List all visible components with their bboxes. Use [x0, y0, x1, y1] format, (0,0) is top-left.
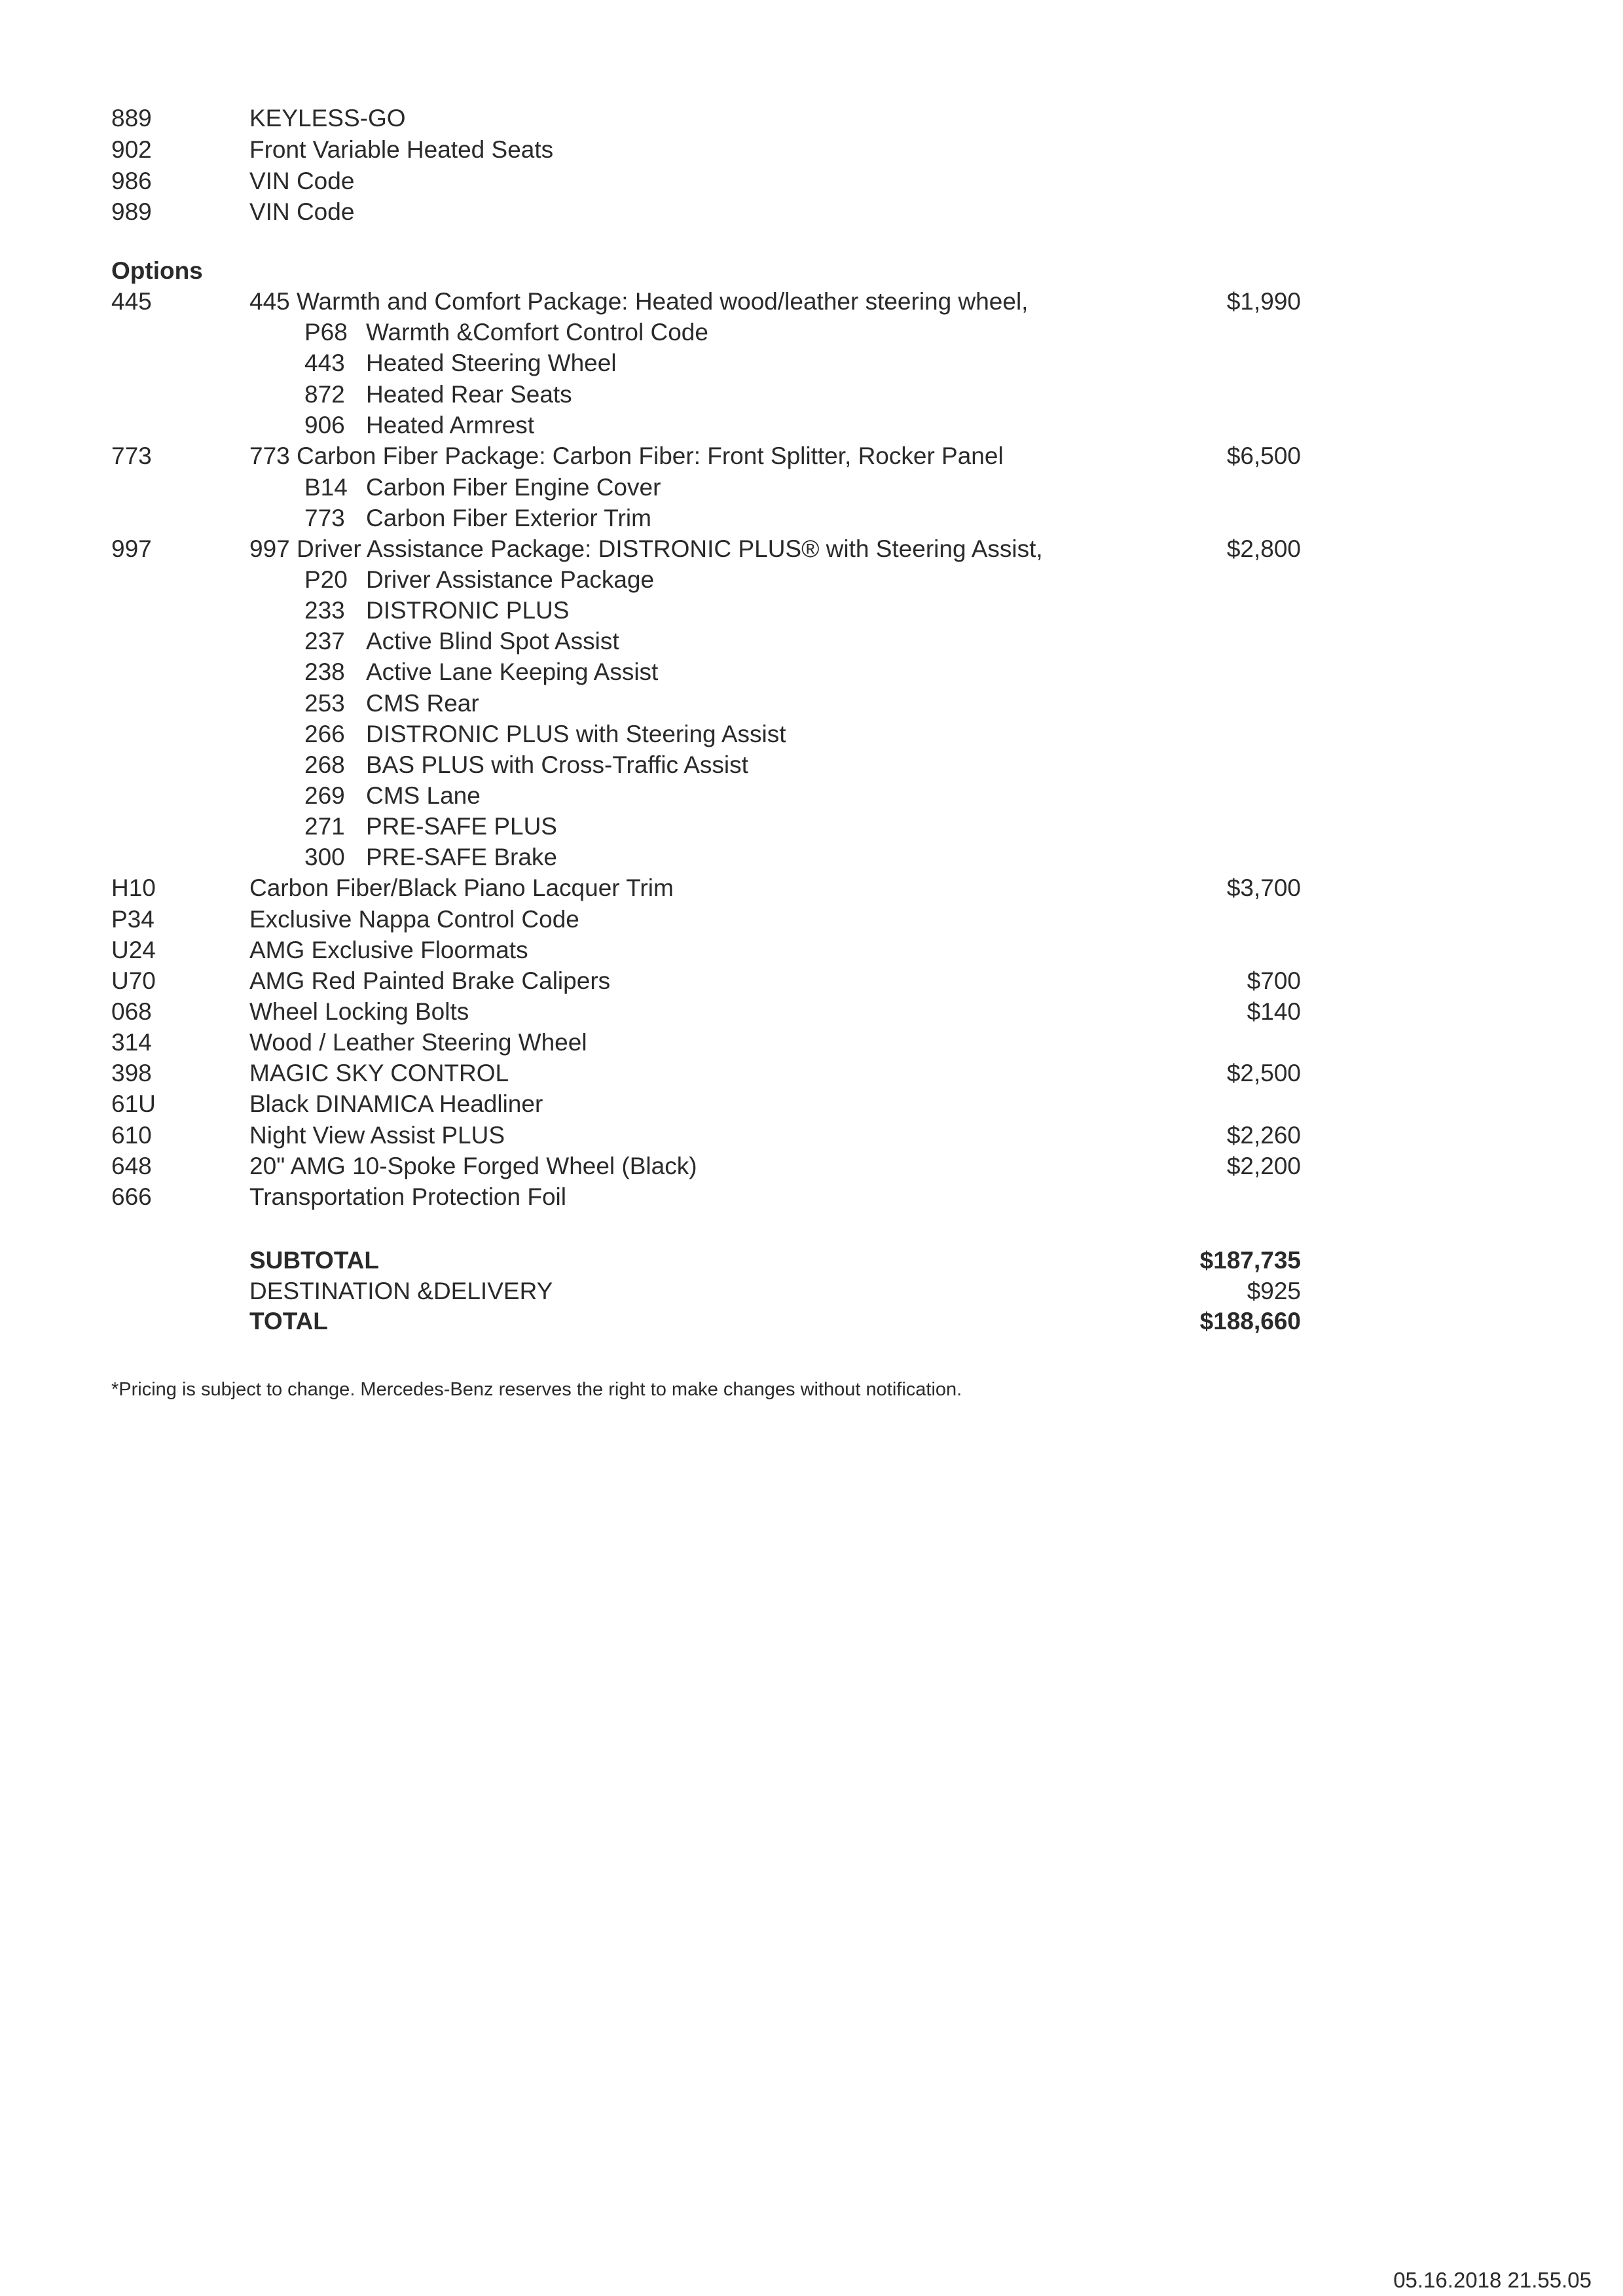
option-price: $1,990 — [1226, 288, 1301, 315]
subtotal-label: SUBTOTAL — [249, 1247, 380, 1274]
option-code: 902 — [111, 136, 152, 163]
option-description: 20" AMG 10-Spoke Forged Wheel (Black) — [249, 1153, 697, 1179]
option-description: Front Variable Heated Seats — [249, 136, 554, 163]
total-row — [0, 1305, 1623, 1338]
destination-row — [0, 1275, 1623, 1308]
option-description: 445 Warmth and Comfort Package: Heated wood/leather steering wheel, — [249, 288, 1029, 315]
destination-label: DESTINATION &DELIVERY — [249, 1278, 553, 1304]
package-subitem-row — [0, 378, 1623, 411]
subtotal-value: $187,735 — [1199, 1247, 1301, 1274]
option-code: 997 — [111, 535, 152, 562]
option-description: KEYLESS-GO — [249, 105, 406, 132]
option-row — [0, 903, 1623, 936]
option-code: 989 — [111, 198, 152, 225]
subitem-code: 300 — [304, 844, 345, 870]
total-label: TOTAL — [249, 1308, 328, 1335]
subitem-code: 443 — [304, 350, 345, 376]
option-row — [0, 285, 1623, 318]
subitem-description: Carbon Fiber Engine Cover — [366, 474, 661, 501]
option-description: VIN Code — [249, 198, 355, 225]
subitem-description: CMS Lane — [366, 782, 481, 809]
option-row — [0, 1057, 1623, 1090]
subitem-description: Driver Assistance Package — [366, 566, 655, 593]
package-subitem-row — [0, 687, 1623, 720]
option-price: $2,800 — [1226, 535, 1301, 562]
subitem-code: 268 — [304, 751, 345, 778]
subitem-code: 237 — [304, 628, 345, 655]
option-code: 773 — [111, 442, 152, 469]
options-heading-row — [0, 255, 1623, 287]
subitem-code: 271 — [304, 813, 345, 840]
option-price: $6,500 — [1226, 442, 1301, 469]
option-description: Night View Assist PLUS — [249, 1122, 505, 1149]
subitem-description: Heated Steering Wheel — [366, 350, 617, 376]
option-price: $700 — [1247, 967, 1301, 994]
option-code: H10 — [111, 874, 156, 901]
standard-item-row — [0, 196, 1623, 228]
option-code: 648 — [111, 1153, 152, 1179]
option-code: 610 — [111, 1122, 152, 1149]
subitem-description: DISTRONIC PLUS — [366, 597, 570, 624]
option-code: 61U — [111, 1090, 156, 1117]
options-heading: Options — [111, 257, 203, 284]
subitem-code: 253 — [304, 690, 345, 717]
subitem-code: 773 — [304, 505, 345, 531]
option-code: 986 — [111, 168, 152, 194]
option-description: Exclusive Nappa Control Code — [249, 906, 579, 933]
option-code: 068 — [111, 998, 152, 1025]
option-price: $3,700 — [1226, 874, 1301, 901]
subitem-code: 269 — [304, 782, 345, 809]
package-subitem-row — [0, 409, 1623, 442]
package-subitem-row — [0, 718, 1623, 751]
total-value: $188,660 — [1199, 1308, 1301, 1335]
package-subitem-row — [0, 316, 1623, 349]
package-subitem-row — [0, 625, 1623, 658]
standard-item-row — [0, 102, 1623, 135]
option-row — [0, 1150, 1623, 1183]
subitem-description: CMS Rear — [366, 690, 479, 717]
standard-item-row — [0, 134, 1623, 166]
option-code: U70 — [111, 967, 156, 994]
option-price: $140 — [1247, 998, 1301, 1025]
option-code: 666 — [111, 1183, 152, 1210]
destination-value: $925 — [1247, 1278, 1301, 1304]
option-code: 398 — [111, 1060, 152, 1086]
package-subitem-row — [0, 594, 1623, 627]
option-row — [0, 440, 1623, 473]
subtotal-row — [0, 1244, 1623, 1277]
option-description: 773 Carbon Fiber Package: Carbon Fiber: Front Splitter, Rocker Panel — [249, 442, 1004, 469]
print-timestamp: 05.16.2018 21.55.05 — [1393, 2268, 1592, 2292]
option-description: AMG Exclusive Floormats — [249, 937, 528, 963]
option-code: 889 — [111, 105, 152, 132]
option-row — [0, 1088, 1623, 1121]
option-row — [0, 533, 1623, 565]
subitem-code: 266 — [304, 721, 345, 747]
subitem-description: DISTRONIC PLUS with Steering Assist — [366, 721, 786, 747]
subitem-description: Heated Armrest — [366, 412, 535, 439]
option-description: MAGIC SKY CONTROL — [249, 1060, 509, 1086]
subitem-description: BAS PLUS with Cross-Traffic Assist — [366, 751, 748, 778]
option-description: Carbon Fiber/Black Piano Lacquer Trim — [249, 874, 674, 901]
package-subitem-row — [0, 347, 1623, 380]
option-description: 997 Driver Assistance Package: DISTRONIC PLUS® with Steering Assist, — [249, 535, 1043, 562]
subitem-description: Active Lane Keeping Assist — [366, 658, 659, 685]
option-price: $2,500 — [1226, 1060, 1301, 1086]
option-description: Black DINAMICA Headliner — [249, 1090, 543, 1117]
option-code: 314 — [111, 1029, 152, 1056]
subitem-description: PRE-SAFE PLUS — [366, 813, 557, 840]
option-price: $2,200 — [1226, 1153, 1301, 1179]
option-code: 445 — [111, 288, 152, 315]
option-description: Wood / Leather Steering Wheel — [249, 1029, 587, 1056]
option-row — [0, 1026, 1623, 1059]
option-row — [0, 1119, 1623, 1152]
option-description: Wheel Locking Bolts — [249, 998, 469, 1025]
package-subitem-row — [0, 502, 1623, 535]
subitem-code: 872 — [304, 381, 345, 408]
subitem-code: 238 — [304, 658, 345, 685]
package-subitem-row — [0, 780, 1623, 812]
subitem-description: PRE-SAFE Brake — [366, 844, 557, 870]
pricing-disclaimer: *Pricing is subject to change. Mercedes-Benz reserves the right to make changes without notification. — [111, 1379, 962, 1400]
option-code: U24 — [111, 937, 156, 963]
package-subitem-row — [0, 564, 1623, 596]
option-code: P34 — [111, 906, 155, 933]
subitem-code: P68 — [304, 319, 348, 346]
subitem-code: 906 — [304, 412, 345, 439]
option-price: $2,260 — [1226, 1122, 1301, 1149]
package-subitem-row — [0, 656, 1623, 689]
subitem-code: 233 — [304, 597, 345, 624]
option-row — [0, 965, 1623, 997]
subitem-description: Heated Rear Seats — [366, 381, 572, 408]
package-subitem-row — [0, 810, 1623, 843]
standard-item-row — [0, 165, 1623, 198]
package-subitem-row — [0, 841, 1623, 874]
option-row — [0, 1181, 1623, 1213]
option-description: AMG Red Painted Brake Calipers — [249, 967, 611, 994]
option-row — [0, 872, 1623, 905]
subitem-description: Warmth &Comfort Control Code — [366, 319, 708, 346]
package-subitem-row — [0, 749, 1623, 781]
option-description: VIN Code — [249, 168, 355, 194]
subitem-code: B14 — [304, 474, 348, 501]
package-subitem-row — [0, 471, 1623, 504]
subitem-description: Carbon Fiber Exterior Trim — [366, 505, 651, 531]
option-row — [0, 934, 1623, 967]
subitem-code: P20 — [304, 566, 348, 593]
subitem-description: Active Blind Spot Assist — [366, 628, 619, 655]
option-row — [0, 996, 1623, 1028]
option-description: Transportation Protection Foil — [249, 1183, 566, 1210]
